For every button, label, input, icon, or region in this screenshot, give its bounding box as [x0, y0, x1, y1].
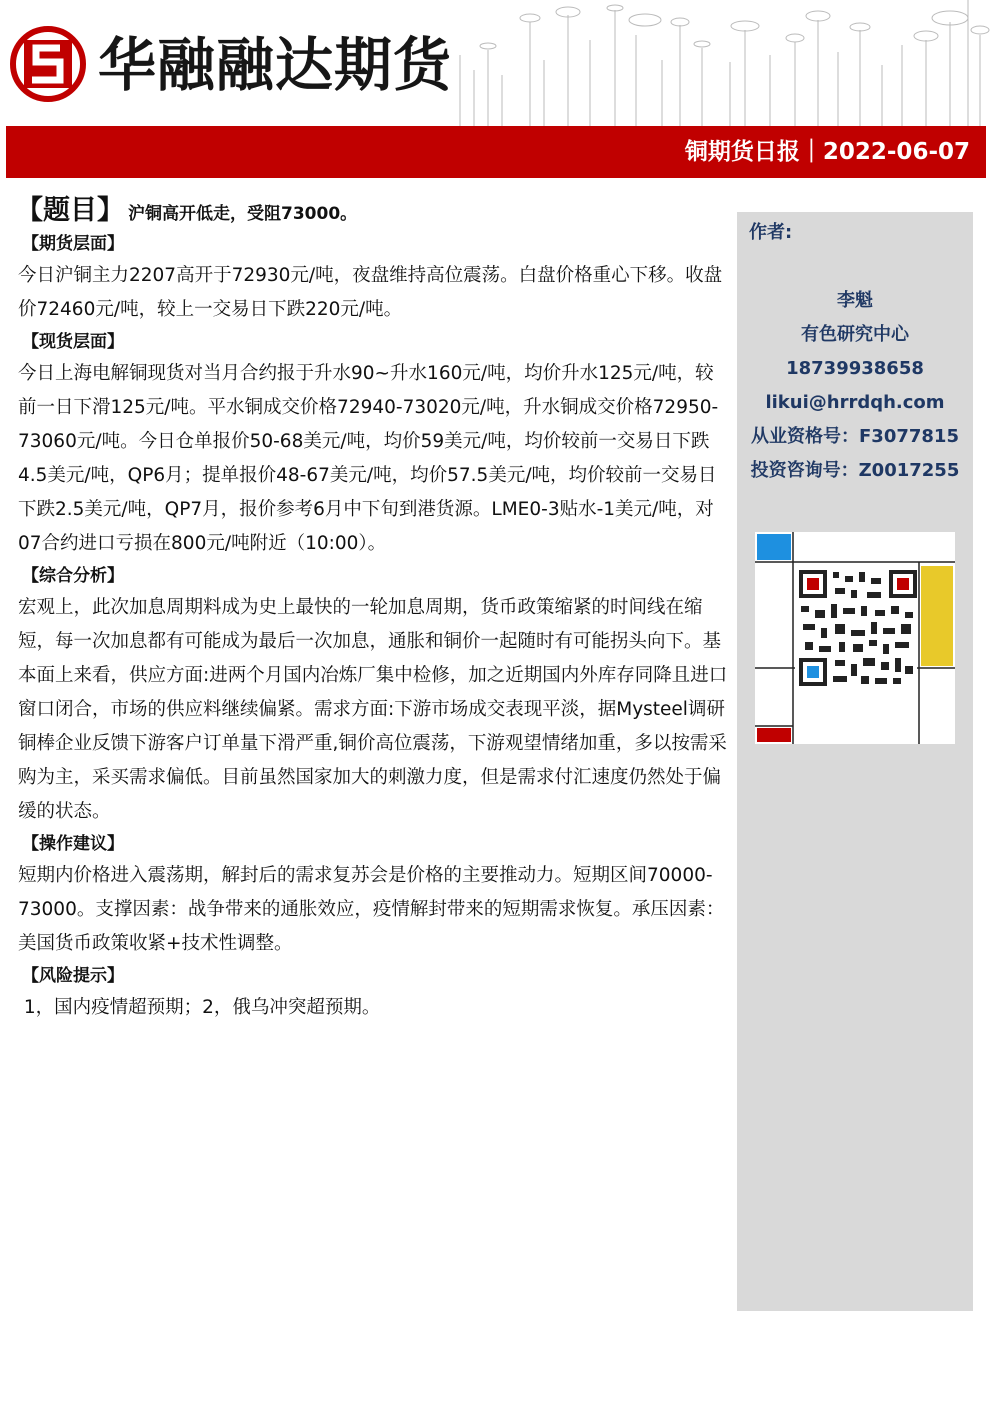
section-title: 【现货层面】 — [22, 332, 124, 352]
qr-code-icon — [755, 532, 955, 744]
page-header — [0, 0, 992, 126]
author-info — [737, 284, 973, 488]
topic-text: 沪铜高开低走，受阻73000。 — [128, 204, 358, 224]
author-department: 有色研究中心 — [801, 324, 909, 345]
brand-name: 华融融达期货 — [98, 31, 453, 99]
report-title: 铜期货日报｜2022-06-07 — [684, 139, 970, 165]
section-paragraph: 今日上海电解铜现货对当月合约报于升水90~升水160元/吨，均价升水125元/吨，较前一日下滑125元/吨。平水铜成交价格72940-73020元/吨，升水铜成交价格72950-73060元/吨。今日仓单报价50-68美元/吨，均价59美元/吨，均价较前一交易日下跌4.5美元/吨，QP6月；提单报价48-67美元/吨，均价57.5美元/吨，均价较前一交易日下跌2.5美元/吨，QP7月，报价参考6月中下旬到港货源。LME0-3贴水-1美元/吨，对07合约进口亏损在800元/吨附近（10:00）。 — [18, 363, 719, 554]
report-body — [18, 188, 728, 1025]
author-phone: 18739938658 — [786, 358, 924, 379]
company-logo-icon — [10, 26, 86, 102]
section-title: 【期货层面】 — [22, 234, 124, 254]
consulting-number: 投资咨询号：Z0017255 — [750, 460, 960, 481]
qualification-number: 从业资格号：F3077815 — [751, 426, 959, 447]
section-title: 【风险提示】 — [22, 966, 124, 986]
section-paragraph: 今日沪铜主力2207高开于72930元/吨，夜盘维持高位震荡。白盘价格重心下移。收盘价72460元/吨，较上一交易日下跌220元/吨。 — [18, 265, 723, 320]
author-name: 李魁 — [837, 290, 873, 311]
section-paragraph: 宏观上，此次加息周期料成为史上最快的一轮加息周期，货币政策缩紧的时间线在缩短，每一次加息都有可能成为最后一次加息，通胀和铜价一起随时有可能拐头向下。基本面上来看，供应方面:进两个月国内冶炼厂集中检修，加之近期国内外库存同降且进口窗口闭合，市场的供应料继续偏紧。需求方面:下游市场成交表现平淡，据Mysteel调研铜棒企业反馈下游客户订单量下滑严重,铜价高位震荡，下游观望情绪加重，多以按需采购为主，采买需求偏低。目前虽然国家加大的刺激力度，但是需求付汇速度仍然处于偏缓的状态。 — [18, 597, 728, 822]
section-paragraph: 1，国内疫情超预期；2，俄乌冲突超预期。 — [18, 997, 381, 1018]
section-spot — [18, 327, 728, 561]
section-analysis — [18, 561, 728, 829]
section-title: 【综合分析】 — [22, 566, 124, 586]
section-title: 【操作建议】 — [22, 834, 124, 854]
report-title-bar — [6, 126, 986, 178]
qr-code-panel — [755, 532, 955, 744]
decorative-lines-graphic — [440, 0, 992, 126]
section-futures — [18, 229, 728, 327]
topic-line — [18, 188, 728, 227]
section-advice — [18, 829, 728, 961]
author-sidebar — [737, 212, 973, 1311]
author-label: 作者: — [749, 222, 793, 243]
section-risk — [18, 961, 728, 1025]
topic-label: 【题目】 — [16, 195, 124, 226]
section-paragraph: 短期内价格进入震荡期，解封后的需求复苏会是价格的主要推动力。短期区间70000-73000。支撑因素：战争带来的通胀效应，疫情解封带来的短期需求恢复。承压因素：美国货币政策收紧+技术性调整。 — [18, 865, 725, 954]
author-email[interactable]: likui@hrrdqh.com — [765, 392, 945, 413]
